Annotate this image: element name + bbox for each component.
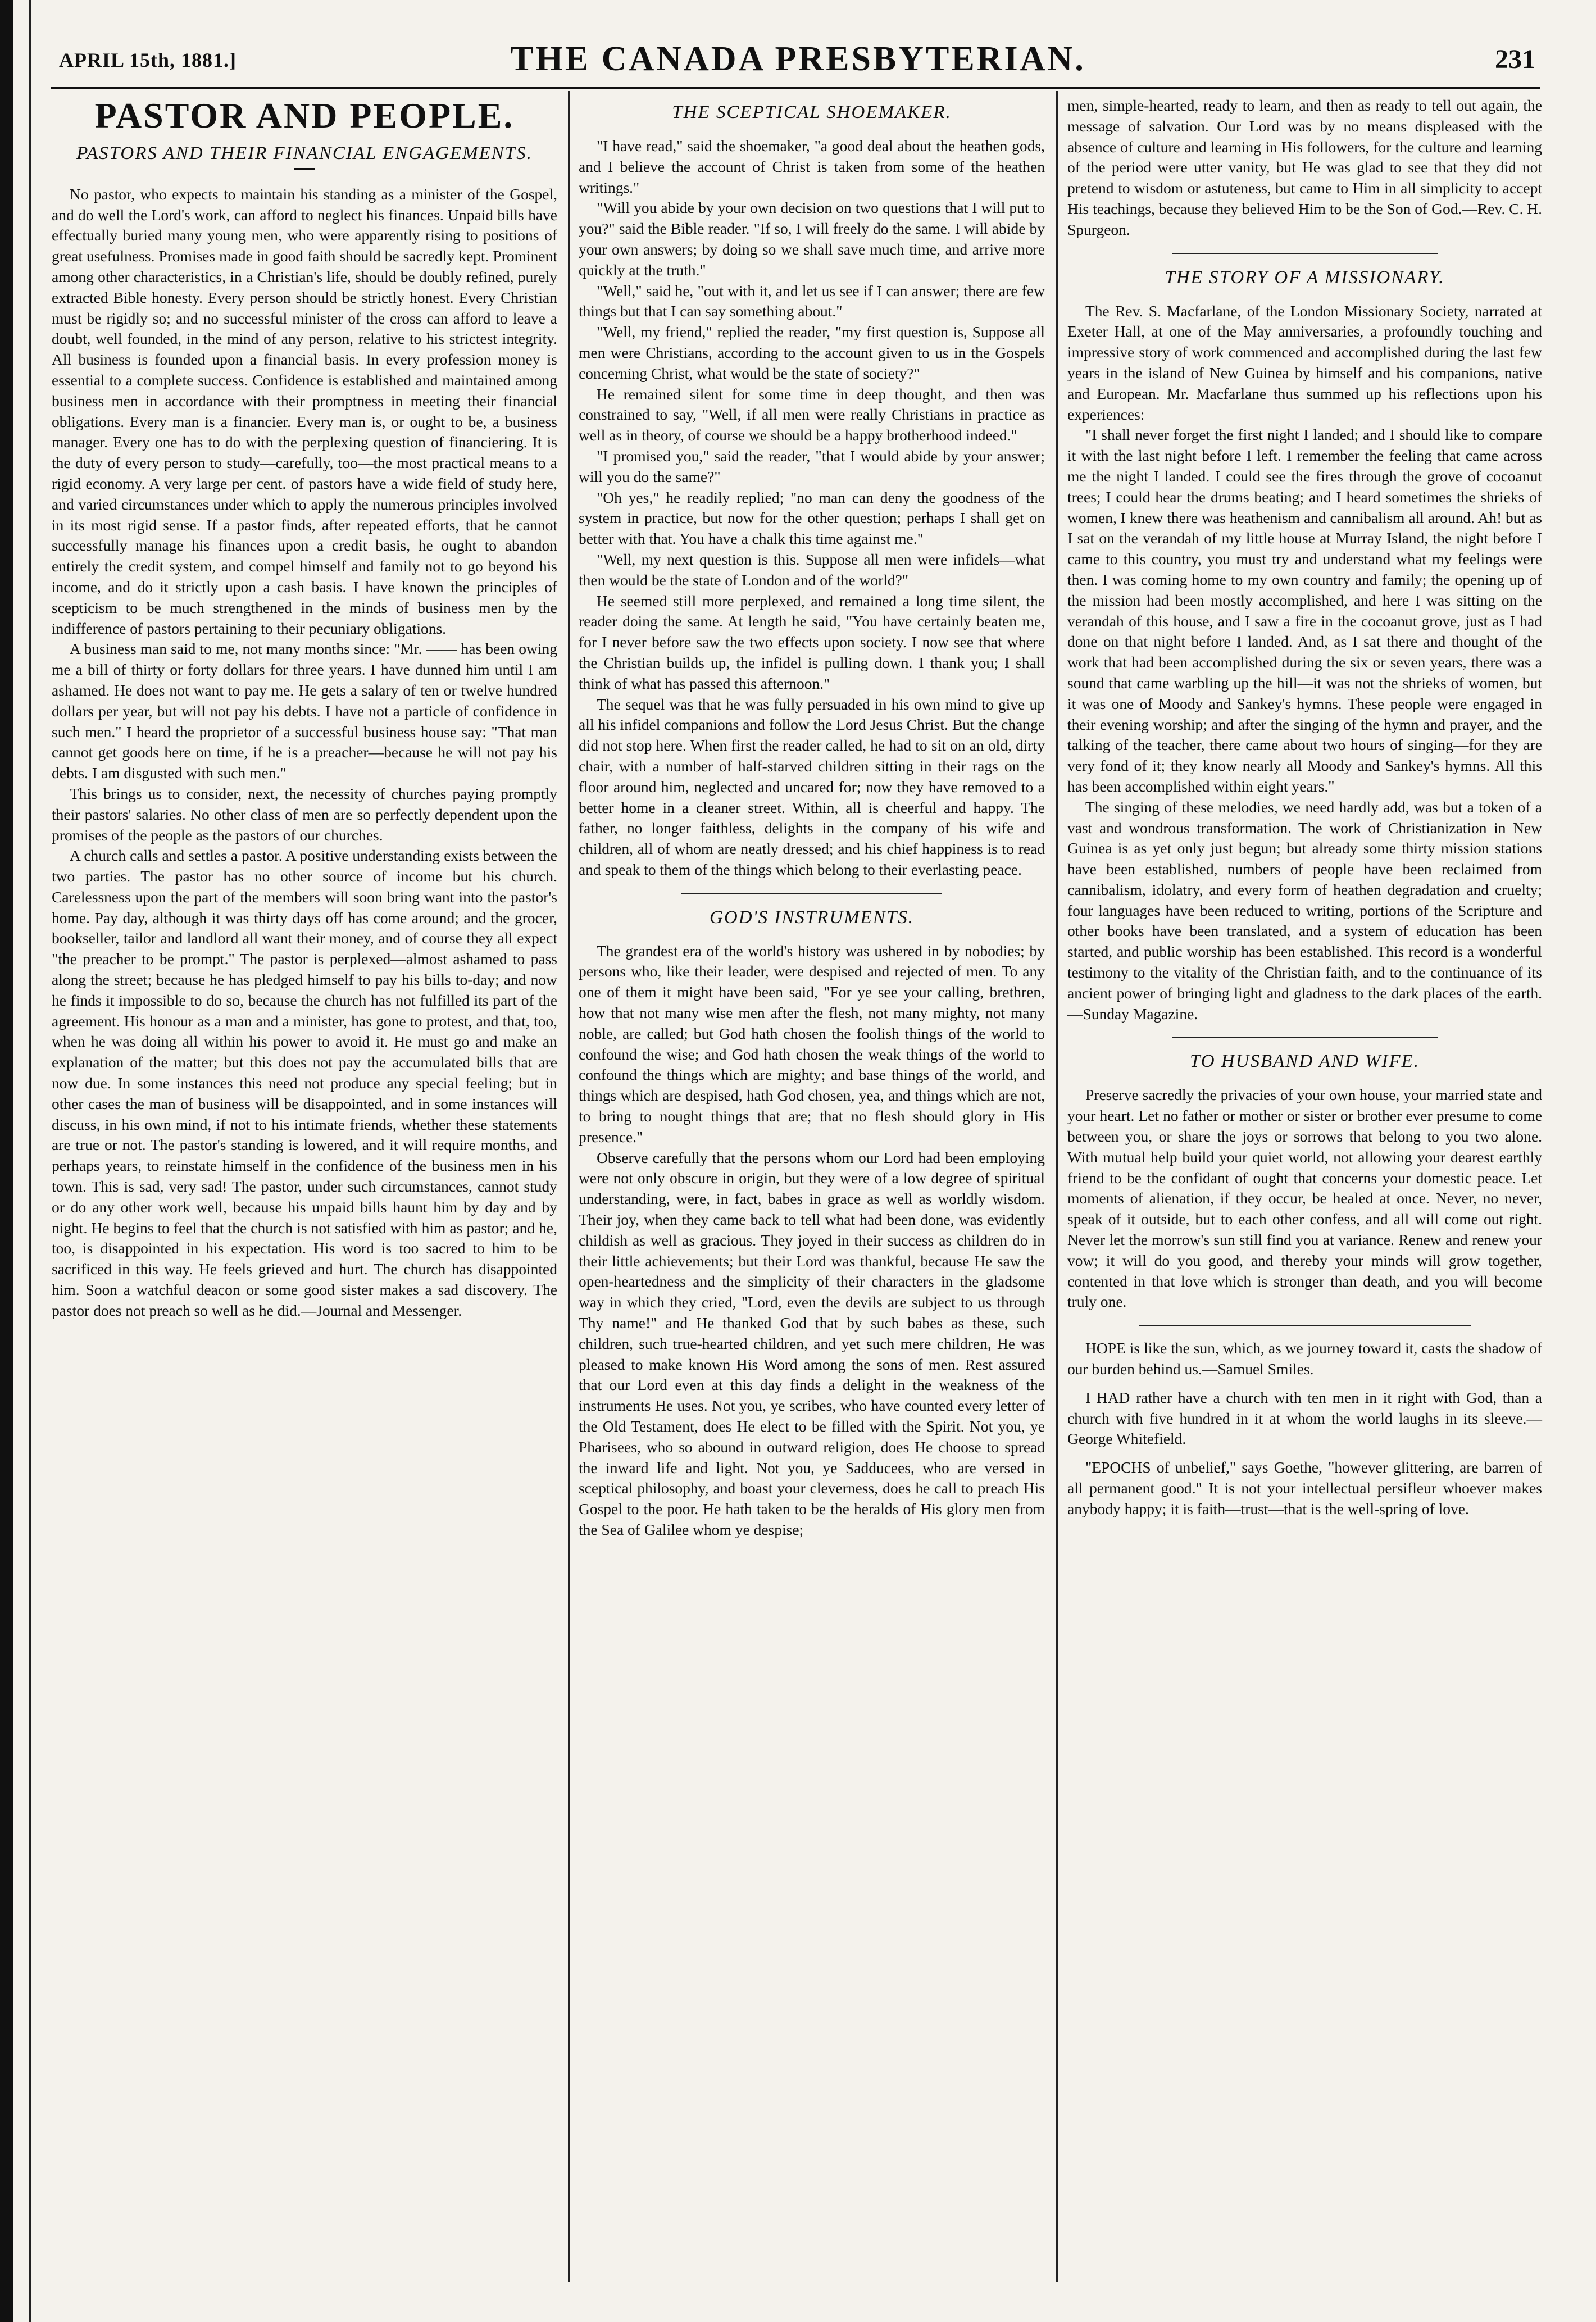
header-rule xyxy=(51,87,1540,89)
paragraph: "Will you abide by your own decision on two questions that I will put to you?" said the Bible reader. "If so, I will freely do the same. I will abide by your own answers; by doing so we shall save much time, and arrive more quickly at the truth." xyxy=(579,199,1045,279)
paragraph: "Well, my friend," replied the reader, "my first question is, Suppose all men were Christians, according to the account given to us in the Gospels concerning Christ, what would be the state of society?" xyxy=(579,323,1045,382)
title-dash xyxy=(294,168,315,170)
masthead-title: THE CANADA PRESBYTERIAN. xyxy=(510,40,1086,78)
article-separator xyxy=(1139,1325,1471,1326)
paragraph: Preserve sacredly the privacies of your own house, your married state and your heart. Let no father or mother or sister or brother ever presume to come between you, or share the joys or sorrows that belong to you two alone. With mutual help build your quiet world, not allowing your dearest earthly friend to be the confidant of ought that concerns your domestic peace. Let moments of alienation, if they occur, be healed at once. Never, no never, speak of it outside, but to each other confess, and all will come out right. Never let the morrow's sun still find you at variance. Renew and renew your vow; it will do you good, and thereby your minds will grow together, contented in that love which is stronger than death, and you will become truly one. xyxy=(1067,1086,1542,1311)
paragraph: "Oh yes," he readily replied; "no man can deny the goodness of the system in practice, but now for the other question; perhaps I shall get on better with that. You have a chalk this time against me." xyxy=(579,488,1045,548)
paragraph: Observe carefully that the persons whom our Lord had been employing were not only obscure in origin, but they were of a low degree of spiritual understanding, were, in fact, babes in grace as well as worldly wisdom. Their joy, when they came back to tell what had been done, was evidently childish as well as gracious. They joyed in their success as children do in their little achievements; but their Lord was thankful, because He saw the open-heartedness and the simplicity of their characters in the gladsome way in which they cried, "Lord, even the devils are subject to us through Thy name!" and He thanked God that by such babes as these, such children, such true-hearted children, and yet such mere children, He was pleased to make known His Word among the sons of men. Rest assured that our Lord even at this day finds a delight in the weakness of the instruments He uses. Not you, ye scribes, who have counted every letter of the Old Testament, does He elect to be filled with the Spirit. Not you, ye Pharisees, who so abound in outward religion, does He choose to spread the inward life and light. Not you, ye Sadducees, who are versed in sceptical philosophy, and boast your cleverness, does he call to preach His Gospel to the poor. He hath taken to be the heralds of His glory men from the Sea of Galilee whom ye despise; xyxy=(579,1148,1045,1538)
column-divider-1 xyxy=(568,91,570,2282)
article-title-missionary: THE STORY OF A MISSIONARY. xyxy=(1165,267,1445,288)
paragraph: "I have read," said the shoemaker, "a good deal about the heathen gods, and I believe the account of Christ is taken from some of the heathen writings." xyxy=(579,137,1045,196)
quote-paragraph: HOPE is like the sun, which, as we journey toward it, casts the shadow of our burden behind us.—Samuel Smiles. xyxy=(1067,1339,1542,1378)
page-binding-edge xyxy=(0,0,13,2322)
article-title-pastors: PASTORS AND THEIR FINANCIAL ENGAGEMENTS. xyxy=(76,143,533,163)
paragraph: No pastor, who expects to maintain his standing as a minister of the Gospel, and do well the Lord's work, can afford to neglect his finances. Unpaid bills have effectually buried many young men, who were apparently rising to positions of great usefulness. Promises made in good faith should be sacredly kept. Prominent among other characteristics, in a Christian's life, should be doubly refined, purely extracted Bible honesty. Every person should be strictly honest. Every Christian must be rigidly so; and no successful minister of the cross can afford to leave a doubt, well founded, in the mind of any person, relative to his strictest integrity. All business is founded upon a financial basis. In every profession money is essential to a complete success. Confidence is established and maintained among business men in accordance with their promptness in meeting their financial obligations. Every man is a financier. Every man is, or ought to be, a business manager. Every one has to do with the perplexing question of financiering. It is the duty of every person to study—carefully, too—the most practical means to a rigid economy. A very large per cent. of pastors have a wide field of study here, and varied circumstances under which to apply the numerous principles involved in its most rigid sense. If a pastor finds, after repeated efforts, that he cannot successfully manage his finances upon a credit basis, he ought to abandon entirely the credit system, and compel himself and family not to go beyond his income, and do it strictly upon a cash basis. I have known the principles of scepticism to be much strengthened in the minds of business men by the indifference of pastors pertaining to their pecuniary obligations. xyxy=(52,185,557,637)
column-2 xyxy=(579,96,1045,1541)
quote-paragraph: I HAD rather have a church with ten men in it right with God, than a church with five hundred in it at whom the world laughs in its sleeve.—George Whitefield. xyxy=(1067,1388,1542,1448)
paragraph: He remained silent for some time in deep thought, and then was constrained to say, "Well, if all men were really Christians in practice as well as in theory, of course we should be a happy brotherhood indeed." xyxy=(579,385,1045,444)
article-title-husband-wife: TO HUSBAND AND WIFE. xyxy=(1189,1051,1420,1072)
paragraph: "I shall never forget the first night I landed; and I should like to compare it with the last night before I left. I remember the feeling that came across me the night I landed. I could see the fires through the grove of cocoanut trees; I could hear the drums beating; and I heard sometimes the shrieks of women, I knew there was heathenism and cannibalism all around. Ah! but as I sat on the verandah of my little house at Murray Island, the night before I came to this country, you must try and understand what my feelings were then. I was coming home to my own country and family; the opening up of the mission had been mostly accomplished, and here I was sitting on the verandah of this house, and I saw a fire in the cocoanut grove, just as I had done on that night before I landed. And, as I sat there and thought of the work that had been accomplished during the six or seven years, there was a sound that came warbling up the hill—it was not the shrieks of women, but it was one of Moody and Sankey's hymns. These people were engaged in their evening worship; and after the singing of the hymn and prayer, and the talking of the teacher, there came about two hours of singing—for they are very fond of it; they know nearly all Moody and Sankey's hymns. All this has been accomplished within eight years." xyxy=(1067,426,1542,795)
paragraph: The sequel was that he was fully persuaded in his own mind to give up all his infidel companions and follow the Lord Jesus Christ. But the change did not stop here. When first the reader called, he had to sit on an old, dirty chair, with a number of half-starved children sitting in their rags on the floor around him, neglected and uncared for; now they have removed to a better home in a cleaner street. Within, all is cheerful and happy. The father, no longer faithless, delights in the company of his wife and children, all of whom are neatly dressed; and his chief happiness is to read and speak to them of the things which belong to their everlasting peace. xyxy=(579,695,1045,878)
page-margin-line xyxy=(29,0,31,2322)
issue-date: APRIL 15th, 1881.] xyxy=(59,49,237,71)
quote-paragraph: "EPOCHS of unbelief," says Goethe, "however glittering, are barren of all permanent good." It is not your intellectual persifleur whoever makes anybody happy; it is faith—trust—that is the well-spring of love. xyxy=(1067,1458,1542,1517)
paragraph: "Well," said he, "out with it, and let us see if I can answer; there are few things but that I can say something about." xyxy=(579,281,1045,320)
page-number: 231 xyxy=(1495,44,1535,74)
article-separator xyxy=(681,893,943,894)
paragraph: He seemed still more perplexed, and remained a long time silent, the reader doing the same. At length he said, "You have certainly beaten me, for I never before saw the two effects upon society. I now see that where the Christian builds up, the infidel is pulling down. I thank you; I shall think of what has passed this afternoon." xyxy=(579,592,1045,692)
paragraph: A church calls and settles a pastor. A positive understanding exists between the two parties. The pastor has no other source of income but his church. Carelessness upon the part of the members will soon bring want into the pastor's home. Pay day, although it was thirty days off has come around; and the grocer, bookseller, tailor and landlord all want their money, and of course they all expect "the preacher to be prompt." The pastor is perplexed—almost ashamed to pass along the street; because he has pledged himself to pay his bills to-day; and now he finds it impossible to do so, because the church has not fulfilled its part of the agreement. His honour as a man and a minister, has gone to protest, and that, too, when he was doing all within his power to avoid it. He must go and make an explanation of the matter; but this does not pay the accumulated bills that are now due. In some instances this need not produce any special feeling; but in other cases the man of business will be disappointed, and in some instances will discuss, in his own mind, if not to his intimate friends, whether these statements are true or not. The pastor's standing is lowered, and it will require months, and perhaps years, to reinstate himself in the confidence of the business men in his town. This is sad, very sad! The pastor, under such circumstances, cannot study or do any other work well, because his unpaid bills haunt him by day and by night. He begins to feel that the church is not satisfied with him as pastor; and he, too, is disappointed in his expectation. His word is too sacred to him to be sacrificed in this way. He feels grieved and hurt. The church has disappointed him. Soon a watchful deacon or some good sister makes a sad discovery. The pastor does not preach so well as he did.—Journal and Messenger. xyxy=(52,847,557,1319)
paragraph-continuation: men, simple-hearted, ready to learn, and then as ready to tell out again, the message of salvation. Our Lord was by no means displeased with the absence of culture and learning in His followers, for the culture and learning of the period were utter vanity, but He was glad to see that they did not pretend to wisdom or astuteness, but came to Him in all simplicity to accept His teachings, because they believed Him to be the Son of God.—Rev. C. H. Spurgeon. xyxy=(1067,97,1542,238)
section-heading: PASTOR AND PEOPLE. xyxy=(94,96,515,135)
paragraph: The Rev. S. Macfarlane, of the London Missionary Society, narrated at Exeter Hall, at one of the May anniversaries, a profoundly touching and impressive story of work commenced and accomplished during the last few years in the island of New Guinea by himself and his companions, native and European. Mr. Macfarlane thus summed up his reflections upon his experiences: xyxy=(1067,302,1542,423)
article-separator xyxy=(1172,1037,1438,1038)
paragraph: This brings us to consider, next, the necessity of churches paying promptly their pastors' salaries. No other class of men are so perfectly dependent upon the promises of the people as the pastors of our churches. xyxy=(52,784,557,844)
article-title-shoemaker: THE SCEPTICAL SHOEMAKER. xyxy=(672,102,952,122)
column-divider-2 xyxy=(1056,91,1058,2282)
paragraph: A business man said to me, not many months since: "Mr. —— has been owing me a bill of thirty or forty dollars for three years. I have dunned him until I am ashamed. He does not want to pay me. He gets a salary of ten or twelve hundred dollars per year, but will not pay his debts. I have not a particle of confidence in such men." I heard the proprietor of a successful business house say: "That man cannot get goods here on time, if he is a preacher—because he will not pay his debts. I am disgusted with such men." xyxy=(52,640,557,782)
paragraph: The singing of these melodies, we need hardly add, was but a token of a vast and wondrous transformation. The work of Christianization in New Guinea is as yet only just begun; but already some thirty mission stations have been established, numbers of people have been reclaimed from cannibalism, idolatry, and every form of heathen degradation and cruelty; four languages have been reduced to writing, portions of the Scripture and other books have been translated, and a system of education has been started, and public worship has been established. This record is a wonderful testimony to the vitality of the Christian faith, and to the continuance of its ancient power of bringing light and gladness to the dark places of the earth.—Sunday Magazine. xyxy=(1067,798,1542,1023)
article-separator xyxy=(1172,253,1438,254)
paragraph: "I promised you," said the reader, "that I would abide by your answer; will you do the same?" xyxy=(579,447,1045,485)
article-title-gods-instruments: GOD'S INSTRUMENTS. xyxy=(710,907,914,928)
column-1 xyxy=(52,96,557,1321)
paragraph: "Well, my next question is this. Suppose all men were infidels—what then would be the state of London and of the world?" xyxy=(579,550,1045,589)
paragraph: The grandest era of the world's history was ushered in by nobodies; by persons who, like their leader, were despised and rejected of men. To any one of them it might have been said, "For ye see your calling, brethren, how that not many wise men after the flesh, not many mighty, not many noble, are called; but God hath chosen the foolish things of the world to confound the wise; and God hath chosen the weak things of the world to confound the things which are mighty; and base things of the world, and things which are despised, hath God chosen, yea, and things which are not, to bring to nought things that are; that no flesh should glory in His presence." xyxy=(579,942,1045,1146)
column-3 xyxy=(1067,96,1542,1520)
